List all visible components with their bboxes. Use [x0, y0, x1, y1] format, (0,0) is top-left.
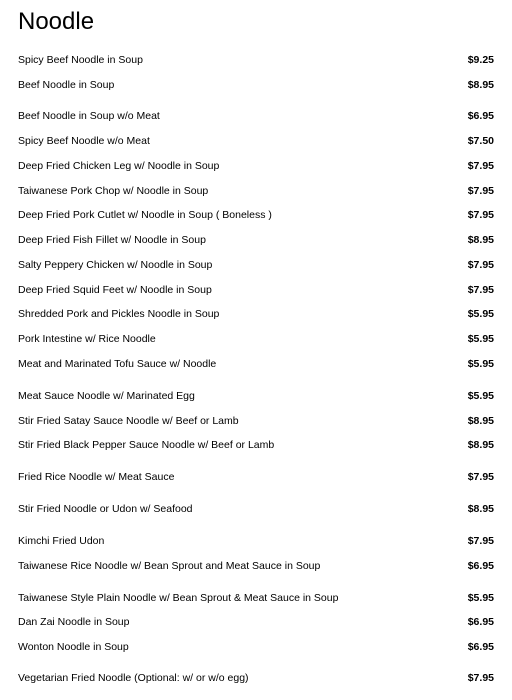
menu-item — [18, 533, 494, 549]
menu-item-name: Dan Zai Noodle in Soup — [18, 616, 130, 628]
menu-item — [18, 331, 494, 347]
menu-item-name: Spicy Beef Noodle w/o Meat — [18, 135, 150, 147]
menu-item-name: Vegetarian Fried Noodle (Optional: w/ or w/o egg) — [18, 672, 249, 684]
menu-item — [18, 437, 494, 453]
menu-item-name: Stir Fried Noodle or Udon w/ Seafood — [18, 503, 193, 515]
menu-item — [18, 469, 494, 485]
menu-item — [18, 639, 494, 655]
section-title: Noodle — [18, 8, 95, 35]
menu-item-price: $8.95 — [467, 79, 494, 91]
menu-item-name: Beef Noodle in Soup — [18, 79, 115, 91]
menu-item — [18, 356, 494, 372]
menu-item — [18, 282, 494, 298]
menu-item-name: Stir Fried Black Pepper Sauce Noodle w/ Beef or Lamb — [18, 439, 275, 451]
menu-item-name: Deep Fried Chicken Leg w/ Noodle in Soup — [18, 160, 220, 172]
menu-item-name: Meat Sauce Noodle w/ Marinated Egg — [18, 390, 195, 402]
menu-item-price: $8.95 — [467, 234, 494, 246]
menu-item-price: $7.95 — [467, 209, 494, 221]
menu-item — [18, 590, 494, 606]
menu-item-name: Shredded Pork and Pickles Noodle in Soup — [18, 308, 220, 320]
menu-item-price: $5.95 — [467, 333, 494, 345]
menu-item — [18, 207, 494, 223]
menu-item-price: $5.95 — [467, 592, 494, 604]
menu-item — [18, 52, 494, 68]
menu-item — [18, 558, 494, 574]
menu-item-price: $5.95 — [467, 308, 494, 320]
menu-item-price: $8.95 — [467, 439, 494, 451]
menu-item-name: Pork Intestine w/ Rice Noodle — [18, 333, 156, 345]
menu-item-price: $7.95 — [467, 160, 494, 172]
menu-item-name: Fried Rice Noodle w/ Meat Sauce — [18, 471, 175, 483]
menu-item — [18, 232, 494, 248]
menu-item — [18, 133, 494, 149]
menu-item-price: $7.95 — [467, 185, 494, 197]
menu-item-name: Deep Fried Fish Fillet w/ Noodle in Soup — [18, 234, 206, 246]
menu-item — [18, 614, 494, 630]
menu-item-price: $7.50 — [467, 135, 494, 147]
menu-item — [18, 77, 494, 93]
menu-item-name: Meat and Marinated Tofu Sauce w/ Noodle — [18, 358, 217, 370]
menu-item-name: Beef Noodle in Soup w/o Meat — [18, 110, 160, 122]
menu-item-price: $7.95 — [467, 284, 494, 296]
menu-item — [18, 257, 494, 273]
menu-item-price: $6.95 — [467, 110, 494, 122]
menu-item-name: Taiwanese Rice Noodle w/ Bean Sprout and Meat Sauce in Soup — [18, 560, 321, 572]
menu-item-name: Spicy Beef Noodle in Soup — [18, 54, 143, 66]
menu-item — [18, 388, 494, 404]
menu-item-price: $8.95 — [467, 415, 494, 427]
menu-item-price: $7.95 — [467, 535, 494, 547]
menu-item-price: $9.25 — [467, 54, 494, 66]
menu-item-price: $7.95 — [467, 471, 494, 483]
menu-item-price: $6.95 — [467, 641, 494, 653]
menu-item-price: $8.95 — [467, 503, 494, 515]
menu-item — [18, 108, 494, 124]
menu-item-name: Deep Fried Squid Feet w/ Noodle in Soup — [18, 284, 212, 296]
menu-item — [18, 158, 494, 174]
menu-item-name: Taiwanese Style Plain Noodle w/ Bean Sprout & Meat Sauce in Soup — [18, 592, 339, 604]
menu-item — [18, 183, 494, 199]
menu-item — [18, 306, 494, 322]
menu-item — [18, 413, 494, 429]
menu-item-price: $5.95 — [467, 358, 494, 370]
menu-item-name: Kimchi Fried Udon — [18, 535, 105, 547]
menu-item-price: $7.95 — [467, 259, 494, 271]
menu-item-price: $6.95 — [467, 560, 494, 572]
menu-item-price: $5.95 — [467, 390, 494, 402]
menu-item — [18, 670, 494, 686]
menu-item-name: Deep Fried Pork Cutlet w/ Noodle in Soup ( Boneless ) — [18, 209, 272, 221]
menu-item-name: Wonton Noodle in Soup — [18, 641, 129, 653]
menu-item — [18, 501, 494, 517]
menu-item-name: Salty Peppery Chicken w/ Noodle in Soup — [18, 259, 213, 271]
menu-item-price: $6.95 — [467, 616, 494, 628]
menu-item-price: $7.95 — [467, 672, 494, 684]
menu-item-name: Stir Fried Satay Sauce Noodle w/ Beef or Lamb — [18, 415, 239, 427]
menu-item-name: Taiwanese Pork Chop w/ Noodle in Soup — [18, 185, 209, 197]
